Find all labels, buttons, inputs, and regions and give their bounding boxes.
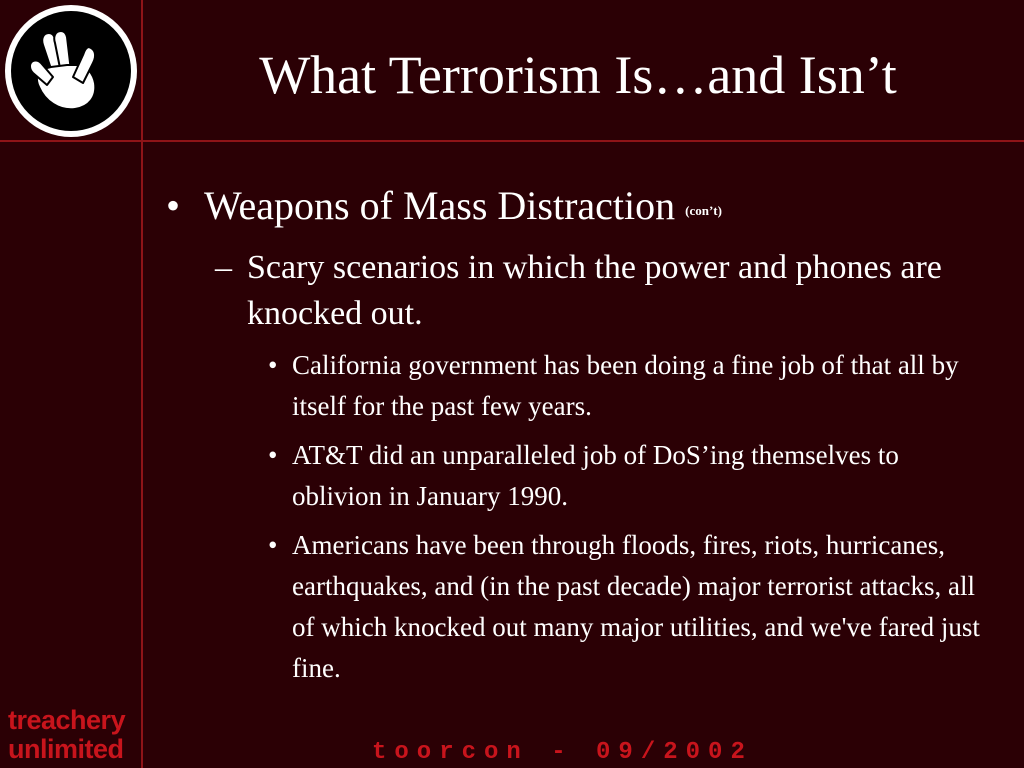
bullet-level3-text: California government has been doing a fine job of that all by itself for the past few years. — [292, 350, 959, 421]
bullet-level3-item — [268, 435, 980, 517]
bullet-level1-text: Weapons of Mass Distraction — [204, 183, 676, 228]
brand-line-1: treachery — [8, 705, 126, 735]
continued-note: (con’t) — [685, 203, 722, 218]
bullet-level2 — [215, 245, 980, 337]
bullet-level3-item — [268, 345, 980, 427]
bullet-marker: • — [166, 183, 181, 228]
dash-marker: – — [215, 249, 232, 286]
bullet-level2-text: Scary scenarios in which the power and phones are knocked out. — [247, 249, 942, 332]
slide-footer: toorcon - 09/2002 — [372, 739, 753, 766]
bullet-marker: • — [268, 350, 278, 380]
bullet-marker: • — [268, 440, 278, 470]
crossed-fingers-icon — [3, 3, 139, 139]
horizontal-divider — [0, 140, 1024, 142]
vertical-divider — [141, 0, 143, 768]
bullet-level1 — [160, 182, 980, 235]
bullet-marker: • — [268, 530, 278, 560]
bullet-level3-text: AT&T did an unparalleled job of DoS’ing themselves to oblivion in January 1990. — [292, 440, 899, 511]
bullet-level3-text: Americans have been through floods, fires, riots, hurricanes, earthquakes, and (in the past decade) major terrorist attacks, all of which knocked out many major utilities, and we've fared just fine. — [292, 530, 980, 683]
brand-line-2: unlimited — [8, 734, 124, 764]
bullet-level3-item — [268, 525, 980, 689]
brand-logo-text — [8, 706, 125, 764]
slide-title: What Terrorism Is…and Isn’t — [259, 45, 897, 105]
slide-content — [160, 182, 980, 689]
